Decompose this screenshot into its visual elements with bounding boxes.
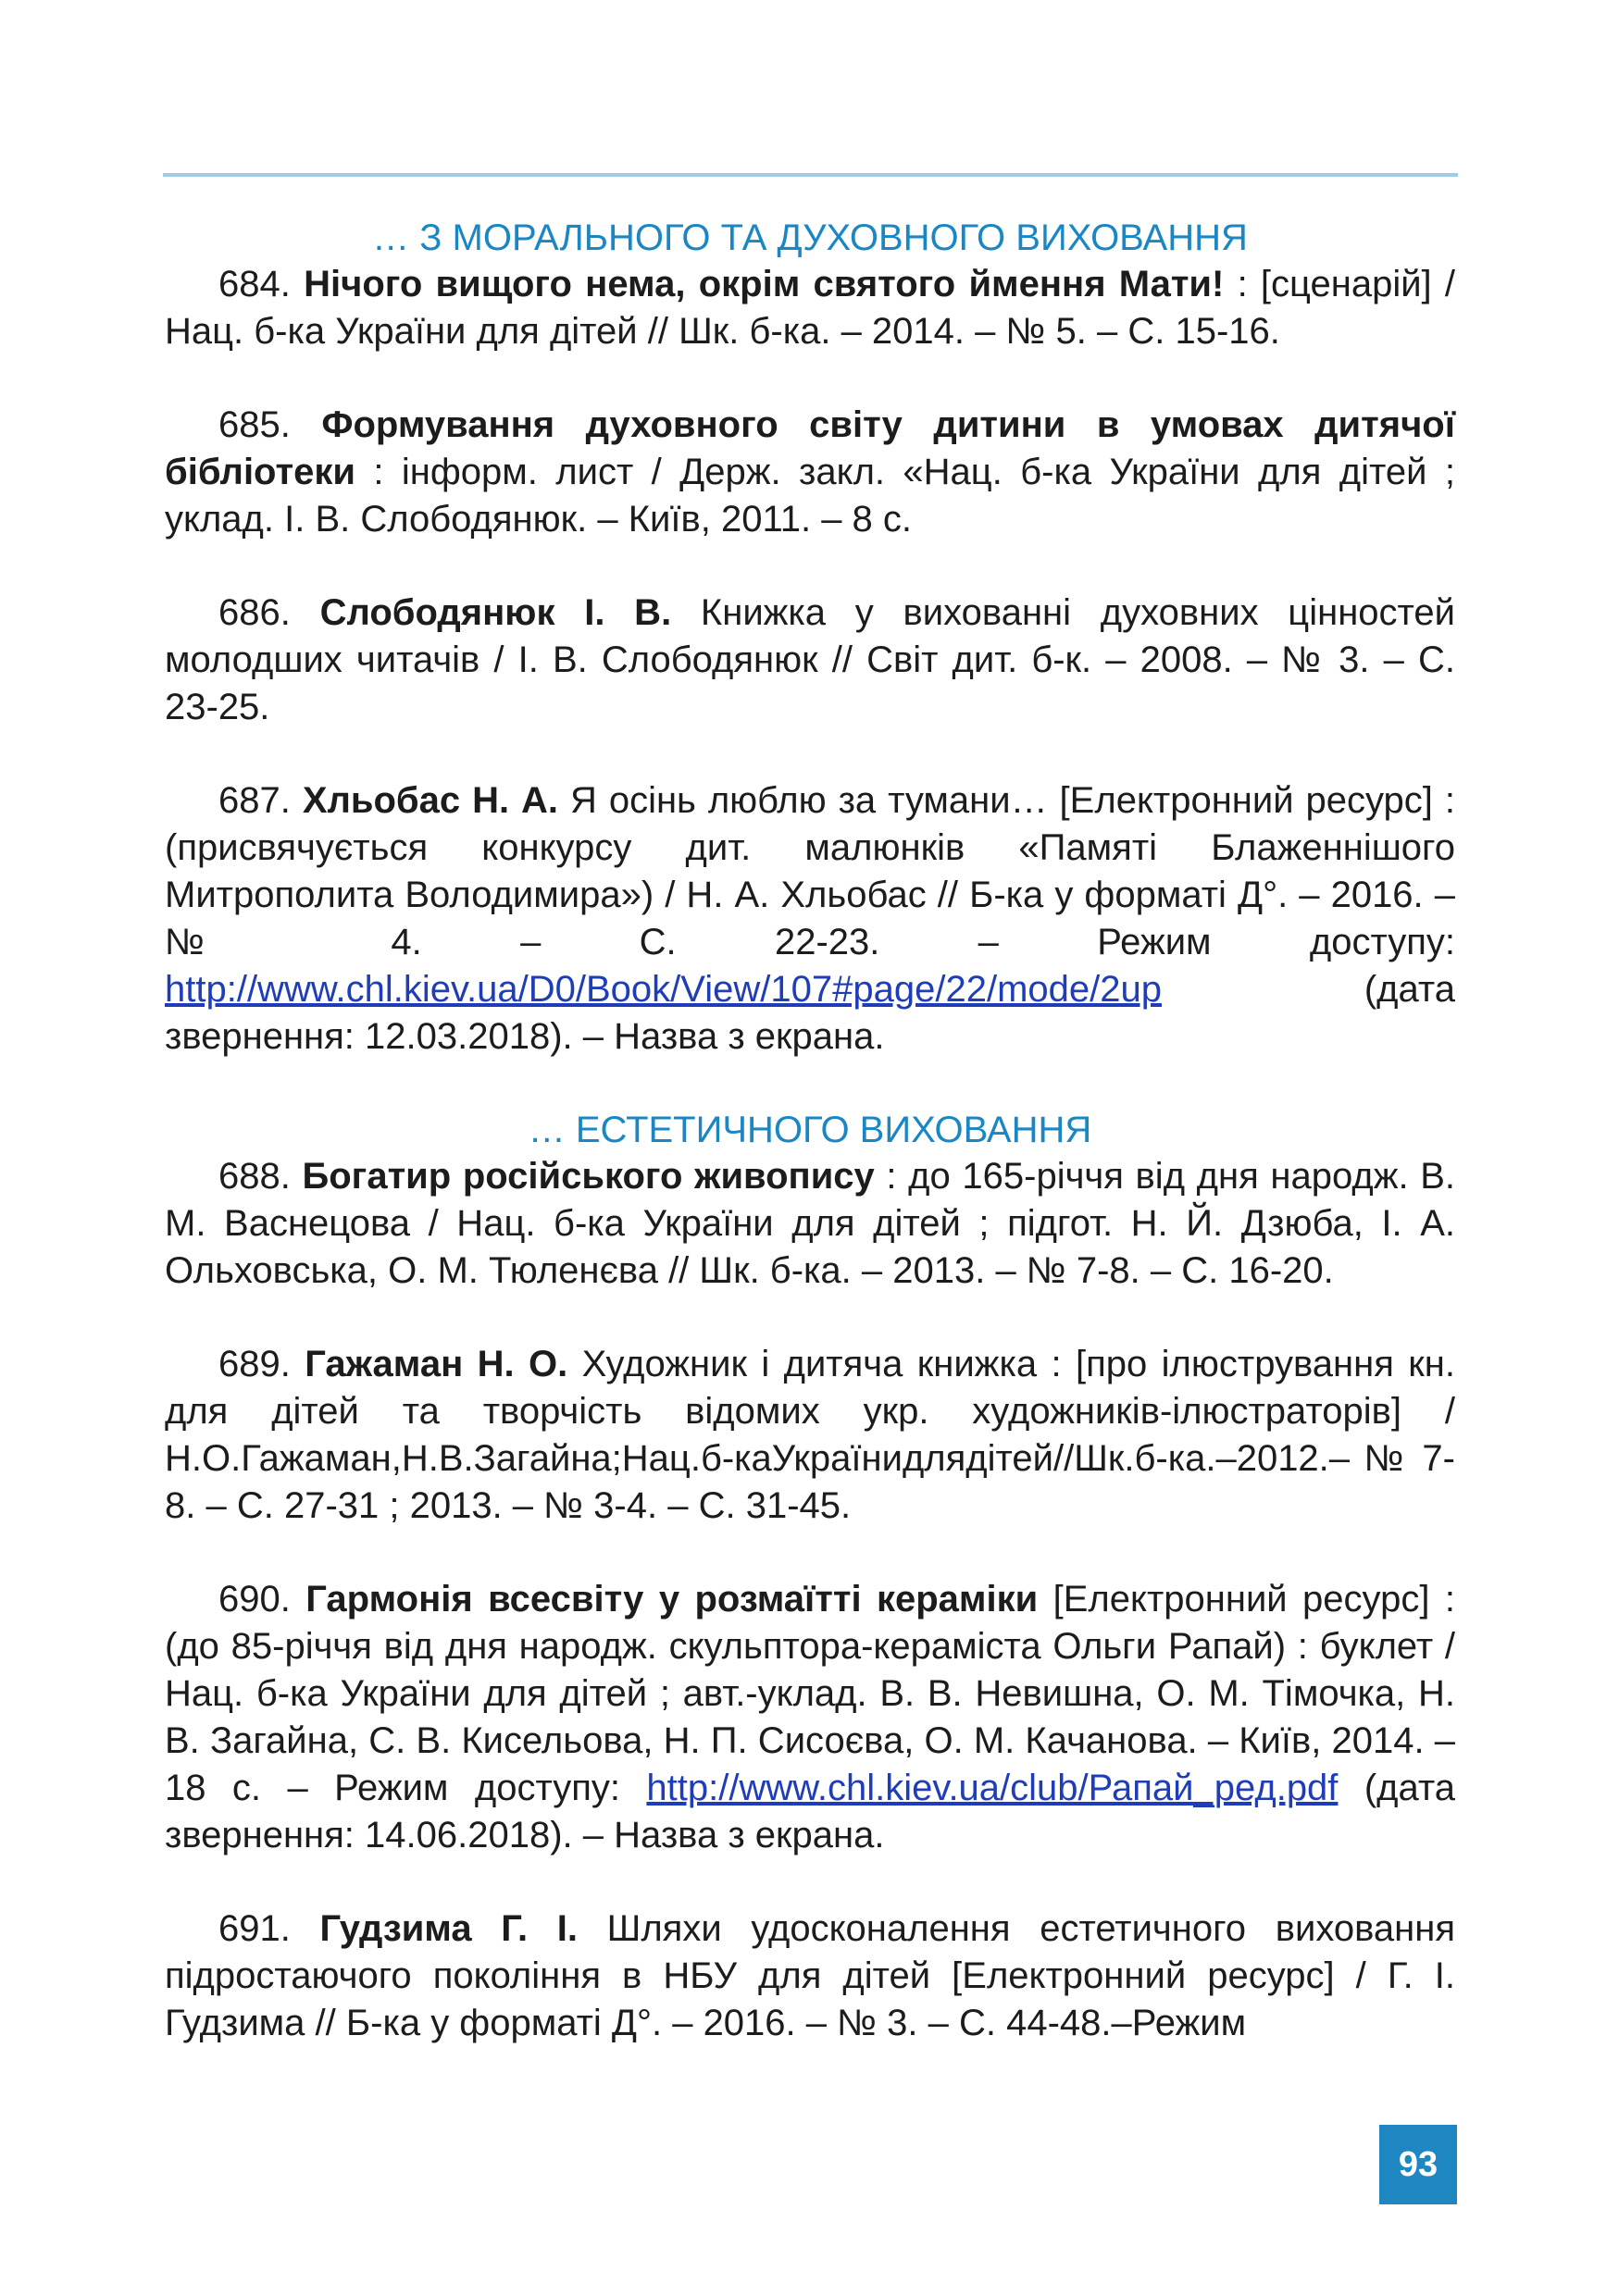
entry-title: Нічого вищого нема, окрім святого ймення Мати! [304, 264, 1225, 304]
entry-685 [165, 402, 1455, 543]
bibliography-content [165, 215, 1455, 2047]
entry-684 [165, 261, 1455, 355]
entry-title: Богатир російського живопису [302, 1156, 875, 1197]
entry-text-after: (дата звернення: 12.03.2018). – Назва з екрана. [165, 969, 1455, 1057]
entry-number: 690. [218, 1579, 291, 1620]
section-heading-aesthetic: … ЕСТЕТИЧНОГО ВИХОВАННЯ [528, 1110, 1092, 1150]
entry-link[interactable]: http://www.chl.kiev.ua/D0/Book/View/107#page/22/mode/2up [165, 969, 1162, 1010]
entry-author: Гудзима Г. І. [319, 1908, 578, 1949]
entry-title: Формування духовного світу дитини в умовах дитячої бібліотеки [165, 404, 1455, 492]
entry-number: 685. [218, 404, 291, 445]
entry-number: 689. [218, 1344, 291, 1384]
entry-689 [165, 1341, 1455, 1530]
entry-text: Художник і дитяча книжка : [про ілюстрування кн. для дітей та творчість відомих укр. художників-ілюстраторів] / Н.О.Гажаман,Н.В.Загайна;Нац.б-каУкраїнидлядітей//Шк.б-ка.–2012.– № 7-8. – С. 27-31 ; 2013. – № 3-4. – С. 31-45. [165, 1344, 1455, 1526]
page-number-badge: 93 [1379, 2125, 1457, 2204]
entry-text: : [сценарій] / Нац. б-ка України для дітей // Шк. б-ка. – 2014. – № 5. – С. 15-16. [165, 264, 1456, 352]
entry-text: : до 165-річчя від дня народж. В. М. Васнецова / Нац. б-ка України для дітей ; підгот. Н. Й. Дзюба, І. А. Ольховська, О. М. Тюленєва // Шк. б-ка. – 2013. – № 7-8. – С. 16-20. [165, 1156, 1455, 1291]
entry-text: Книжка у вихованні духовних цінностей молодших читачів / І. В. Слободянюк // Світ дит. б-к. – 2008. – № 3. – С. 23-25. [165, 592, 1455, 727]
entry-number: 687. [218, 780, 291, 821]
entry-number: 691. [218, 1908, 291, 1949]
entry-text: Шляхи удосконалення естетичного виховання підростаючого покоління в НБУ для дітей [Електронний ресурс] / Г. І. Гудзима // Б-ка у форматі Д°. – 2016. – № 3. – С. 44-48.–Режим [165, 1908, 1456, 2043]
entry-author: Слободянюк І. В. [319, 592, 672, 633]
entry-number: 686. [218, 592, 291, 633]
entry-number: 684. [218, 264, 291, 304]
section-heading-moral: … З МОРАЛЬНОГО ТА ДУХОВНОГО ВИХОВАННЯ [372, 217, 1248, 258]
entry-link[interactable]: http://www.chl.kiev.ua/club/Рапай_ред.pdf [646, 1768, 1339, 1808]
entry-text-after: (дата звернення: 14.06.2018). – Назва з екрана. [165, 1768, 1455, 1855]
entry-687 [165, 777, 1455, 1061]
entry-690 [165, 1576, 1455, 1859]
entry-title: Гармонія всесвіту у розмаїтті кераміки [305, 1579, 1039, 1620]
entry-text: : інформ. лист / Держ. закл. «Нац. б-ка України для дітей ; уклад. І. В. Слободянюк. – Київ, 2011. – 8 с. [165, 452, 1455, 540]
entry-text: Я осінь люблю за тумани… [Електронний ресурс] : (присвячується конкурсу дит. малюнків «Памяті Блаженнішого Митрополита Володимира») / Н. А. Хльобас // Б-ка у форматі Д°. – 2016. – № 4. – С. 22-23. – Режим доступу: [165, 780, 1455, 962]
top-rule [163, 173, 1458, 177]
entry-686 [165, 590, 1455, 731]
entry-author: Хльобас Н. А. [302, 780, 559, 821]
entry-number: 688. [218, 1156, 291, 1197]
entry-text: [Електронний ресурс] : (до 85-річчя від дня народж. скульптора-кераміста Ольги Рапай) : буклет / Нац. б-ка України для дітей ; авт.-уклад. В. В. Невишна, О. М. Тімочка, Н. В. Загайна, С. В. Кисельова, Н. П. Сисоєва, О. М. Качанова. – Київ, 2014. – 18 с. – Режим доступу: [165, 1579, 1455, 1808]
entry-688 [165, 1153, 1455, 1295]
entry-691 [165, 1905, 1455, 2047]
entry-author: Гажаман Н. О. [305, 1344, 568, 1384]
